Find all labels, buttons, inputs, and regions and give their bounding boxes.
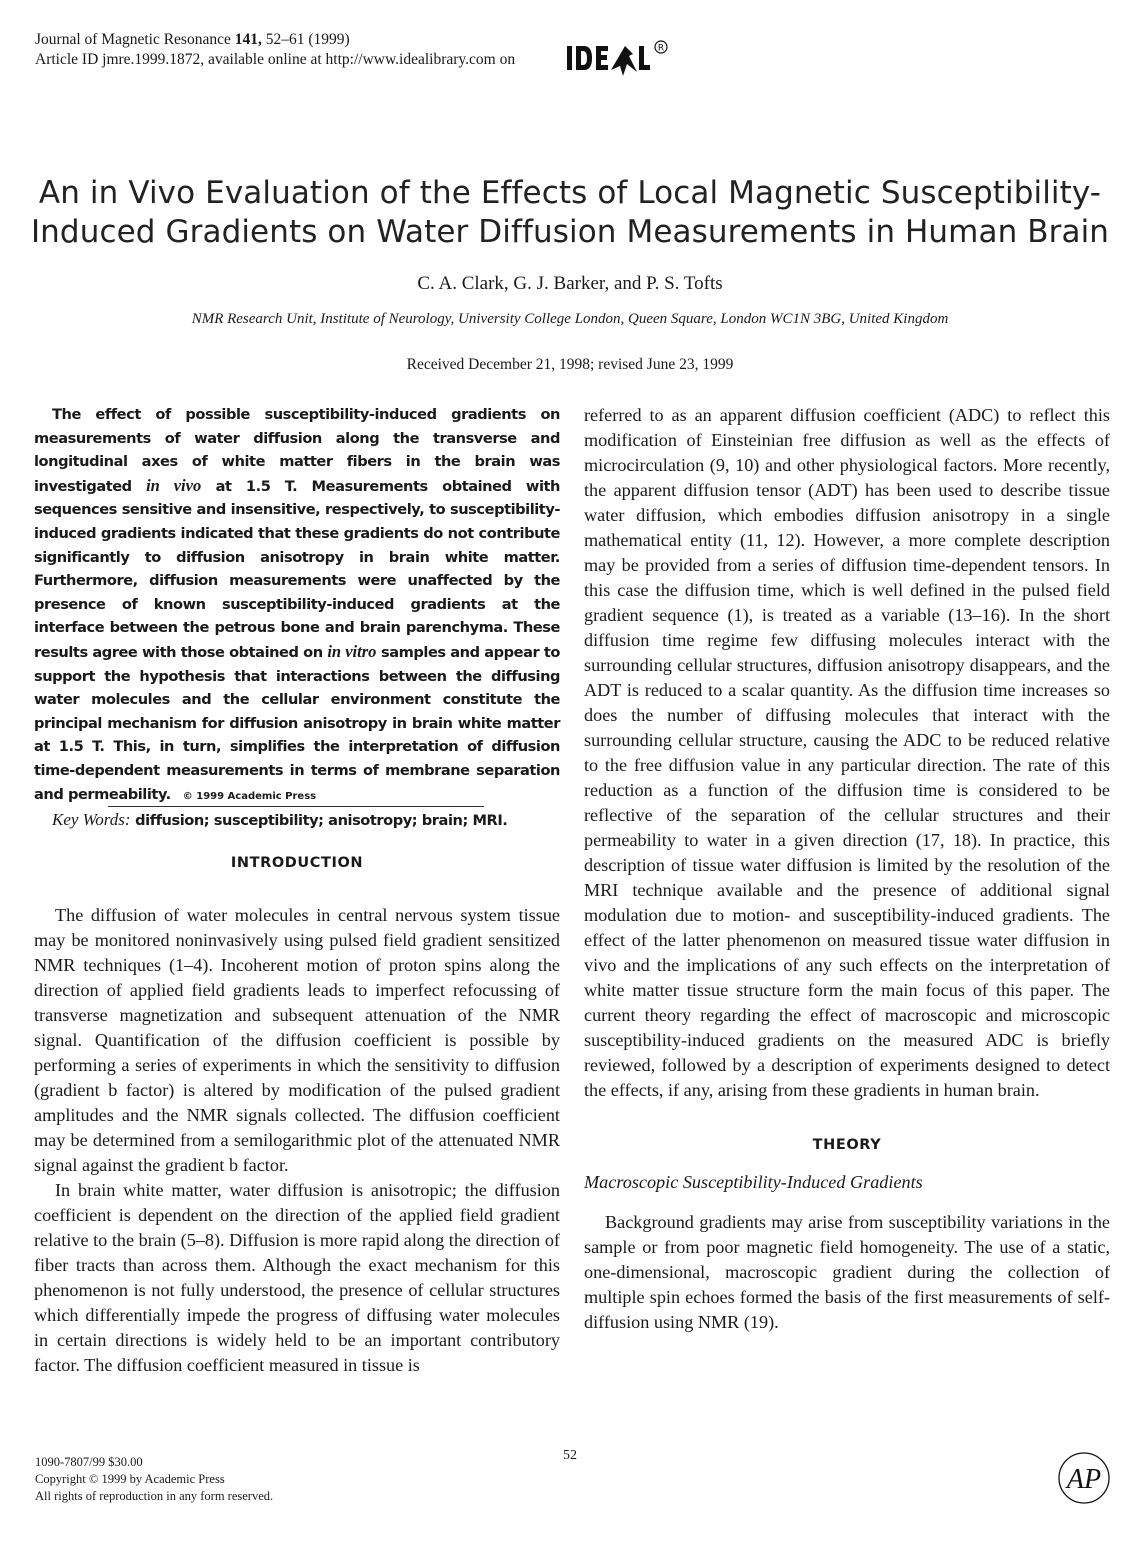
received-dates: Received December 21, 1998; revised June 23, 1999	[406, 356, 734, 373]
abstract-divider	[108, 806, 484, 807]
footer-copyright-line: Copyright © 1999 by Academic Press	[35, 1472, 225, 1486]
footer-price: 1090-7807/99 $30.00	[35, 1455, 143, 1469]
right-column	[584, 403, 1110, 1335]
subsection-heading: Macroscopic Susceptibility-Induced Gradients	[584, 1172, 923, 1192]
keywords: Key Words: diffusion; susceptibility; anisotropy; brain; MRI.	[52, 810, 508, 830]
article-id-line: Article ID jmre.1999.1872, available online at http://www.idealibrary.com on	[35, 51, 516, 68]
abstract	[34, 403, 560, 833]
journal-header	[35, 30, 515, 70]
svg-text:R: R	[657, 43, 665, 54]
page-number: 52	[563, 1448, 577, 1463]
section-heading-theory: THEORY	[812, 1137, 882, 1153]
article-title	[20, 174, 1120, 252]
introduction-column	[34, 903, 560, 1378]
footer-rights: All rights of reproduction in any form reserved.	[35, 1489, 274, 1503]
abstract-body: The effect of possible susceptibility-induced gradients on measurements of water diffusion along the transverse and longitudinal axes of white matter fibers in the brain was investigated in vivo at 1.5 T. Measurements obtained with sequences sensitive and insensitive, respectively, to susceptibility-induced gradients indicated that these gradients do not contribute significantly to diffusion anisotropy in brain white matter. Furthermore, diffusion measurements were unaffected by the presence of known susceptibility-induced gradients at the interface between the petrous bone and brain parenchyma. These results agree with those obtained on in vitro samples and appear to support the hypothesis that interactions between the diffusing water molecules and the cellular environment constitute the principal mechanism for diffusion anisotropy in brain white matter at 1.5 T. This, in turn, simplifies the interpretation of diffusion time-dependent measurements in terms of membrane separation and permeability. © 1999 Academic Press	[34, 406, 560, 803]
abstract-copyright: © 1999 Academic Press	[182, 790, 317, 802]
intro-paragraph-2: In brain white matter, water diffusion is anisotropic; the diffusion coefficient is dependent on the direction of the applied field gradient relative to the brain (5–8). Diffusion is more rapid along the direction of fiber tracts than across them. Although the exact mechanism for this phenomenon is not fully understood, the presence of cellular structures which differentially impede the progress of diffusing water molecules in certain directions is widely held to be an important contributory factor. The diffusion coefficient measured in tissue is	[34, 1180, 560, 1375]
intro-paragraph-1: The diffusion of water molecules in central nervous system tissue may be monitored noninvasively using pulsed field gradient sensitized NMR techniques (1–4). Incoherent motion of proton spins along the direction of applied field gradients leads to imperfect refocussing of transverse magnetization and subsequent attenuation of the NMR signal. Quantification of the diffusion coefficient is possible by performing a series of experiments in which the sensitivity to diffusion (gradient b factor) is altered by modification of the pulsed gradient amplitudes and the NMR signals collected. The diffusion coefficient may be determined from a semilogarithmic plot of the attenuated NMR signal against the gradient b factor.	[34, 905, 560, 1175]
section-heading-introduction: INTRODUCTION	[230, 855, 364, 871]
authors: C. A. Clark, G. J. Barker, and P. S. Tofts	[417, 273, 723, 294]
academic-press-logo-icon	[1057, 1451, 1111, 1505]
right-paragraph-1: referred to as an apparent diffusion coefficient (ADC) to reflect this modification of Einsteinian free diffusion as well as the effects of microcirculation (9, 10) and other physiological factors. More recently, the apparent diffusion tensor (ADT) has been used to describe tissue water diffusion, which embodies diffusion anisotropy in a single mathematical entity (11, 12). However, a more complete description may be provided from a series of diffusion time-dependent tensors. In this case the diffusion time, which is well defined in the pulsed field gradient sequence (1), is treated as a variable (13–16). In the short diffusion time regime few diffusing molecules interact with the surrounding cellular structures, diffusion anisotropy disappears, and the ADT is reduced to a scalar quantity. As the diffusion time increases so does the number of diffusing molecules that interact with the surrounding cellular structure, causing the ADC to be reduced relative to the free diffusion value in any particular direction. The rate of this reduction as a function of the diffusion time is considered to be reflective of the separation of the cellular structures and their permeability to water in a given direction (17, 18). In practice, this description of tissue water diffusion is limited by the resolution of the MRI technique available and the presence of additional signal modulation due to motion- and susceptibility-induced gradients. The effect of the latter phenomenon on measured tissue water diffusion in vivo and the implications of any such effects on the interpretation of white matter tissue structure form the main focus of this paper. The current theory regarding the effect of macroscopic and microscopic susceptibility-induced gradients on the measured ADC is briefly reviewed, followed by a description of experiments designed to detect the effects, if any, arising from these gradients in human brain.	[584, 405, 1110, 1100]
title-line-1: An in Vivo Evaluation of the Effects of Local Magnetic Susceptibility-	[38, 175, 1102, 211]
publisher-logo-text: AP	[1066, 1464, 1102, 1495]
journal-citation: Journal of Magnetic Resonance 141, 52–61 (1999)	[35, 31, 350, 48]
theory-paragraph-1: Background gradients may arise from susceptibility variations in the sample or from poor magnetic field homogeneity. The use of a static, one-dimensional, macroscopic gradient during the collection of multiple spin echoes formed the basis of the first measurements of self-diffusion using NMR (19).	[584, 1212, 1110, 1332]
ideal-logo-icon	[563, 38, 673, 82]
title-line-2: Induced Gradients on Water Diffusion Measurements in Human Brain	[30, 214, 1110, 250]
affiliation: NMR Research Unit, Institute of Neurology, University College London, Queen Square, London WC1N 3BG, United Kingdom	[191, 311, 949, 327]
